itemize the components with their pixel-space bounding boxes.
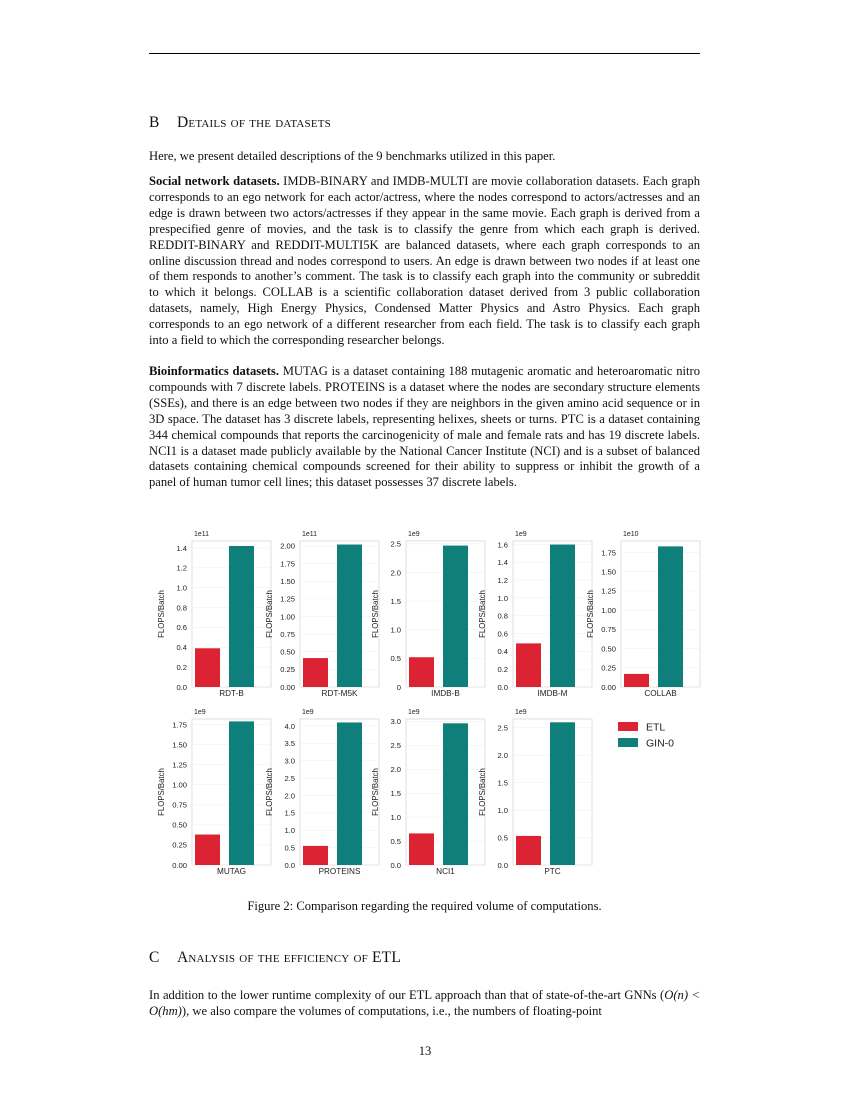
y-tick-label: 1.2 — [497, 575, 508, 585]
bar-gin-0 — [337, 722, 362, 865]
chart-imdb-b — [371, 531, 485, 698]
y-tick-label: 0.4 — [176, 643, 187, 653]
y-tick-label: 1.5 — [390, 596, 401, 606]
y-tick-label: 1.0 — [390, 812, 401, 822]
chart-rdt-b — [157, 531, 271, 698]
y-tick-label: 1.75 — [601, 548, 616, 558]
scale-label: 1e9 — [302, 709, 314, 716]
section-b-title: Details of the datasets — [177, 114, 331, 131]
y-tick-label: 2.0 — [390, 765, 401, 775]
bar-etl — [516, 836, 541, 865]
bar-gin-0 — [229, 721, 254, 865]
y-tick-label: 0.75 — [601, 625, 616, 635]
chart-proteins — [265, 709, 379, 876]
y-tick-label: 1.5 — [497, 778, 508, 788]
chart-ptc — [478, 709, 592, 876]
y-tick-label: 1.0 — [390, 625, 401, 635]
y-tick-label: 0.75 — [172, 800, 187, 810]
scale-label: 1e9 — [515, 531, 527, 538]
bio-text: MUTAG is a dataset containing 188 mutagenic aromatic and heteroaromatic nitro compounds with 7 discrete labels. PROTEINS is a dataset where the nodes are secondary structure elements (SSEs), and there is an edge between two nodes if they are neighbors in the given amino acid sequence or in 3D space. The dataset has 3 discrete labels, representing helixes, sheets or turns. PTC is a dataset containing 344 chemical compounds that reports the carcinogenicity of male and female rats and has 19 discrete labels. NCI1 is a dataset made publicly available by the National Cancer Institute (NCI) and is a subset of balanced datasets containing chemical compounds screened for their ability to suppress or inhibit the growth of a panel of human tumor cell lines; this dataset possesses 37 discrete labels. — [149, 364, 700, 490]
y-tick-label: 1.0 — [497, 805, 508, 815]
y-tick-label: 0.00 — [280, 682, 295, 692]
chart-collab — [586, 531, 700, 698]
social-text: IMDB-BINARY and IMDB-MULTI are movie collaboration datasets. Each graph corresponds to an ego network for each actor/actress, where the nodes correspond to actors/actresses and an edge is drawn between two actors/actresses if they appear in the same movie. Each graph is derived from a prespecified genre of movies, and the task is to classify the genre from which each graph is derived. REDDIT-BINARY and REDDIT-MULTI5K are balanced datasets, where each graph corresponds to an online discussion thread and nodes correspond to users. An edge is drawn between two nodes if at least one of them responds to another’s comment. The task is to classify each graph into the community or subreddit to which it belongs. COLLAB is a scientific collaboration dataset derived from 3 public collaboration datasets, namely, High Energy Physics, Condensed Matter Physics and Astro Physics. Each graph corresponds to an ego network of a different researcher from each field. The task is to classify each graph into a field to which the corresponding researcher belongs. — [149, 174, 700, 348]
y-tick-label: 1.25 — [172, 760, 187, 770]
y-tick-label: 0.0 — [390, 860, 401, 870]
y-tick-label: 0.5 — [284, 843, 295, 853]
x-tick-label: IMDB-B — [431, 689, 460, 698]
bio-heading: Bioinformatics datasets. — [149, 364, 279, 378]
social-heading: Social network datasets. — [149, 174, 280, 188]
bar-gin-0 — [229, 546, 254, 687]
x-tick-label: PTC — [544, 867, 561, 876]
bar-gin-0 — [443, 723, 468, 865]
x-tick-label: NCI1 — [436, 867, 455, 876]
x-tick-label: MUTAG — [217, 867, 246, 876]
closing-paragraph — [149, 988, 700, 1020]
bar-gin-0 — [443, 546, 468, 687]
intro-paragraph: Here, we present detailed descriptions of the 9 benchmarks utilized in this paper. — [149, 149, 556, 163]
social-paragraph — [149, 174, 700, 349]
y-tick-label: 0.8 — [497, 611, 508, 621]
x-tick-label: RDT-M5K — [321, 689, 358, 698]
y-tick-label: 2.00 — [280, 541, 295, 551]
y-tick-label: 2.5 — [390, 539, 401, 549]
legend-label: GIN-0 — [646, 737, 675, 750]
legend-label: ETL — [646, 721, 666, 734]
y-tick-label: 0.0 — [176, 682, 187, 692]
y-tick-label: 3.0 — [390, 717, 401, 727]
bar-etl — [195, 648, 220, 687]
y-tick-label: 1.50 — [280, 577, 295, 587]
bar-gin-0 — [658, 546, 683, 687]
y-tick-label: 2.0 — [497, 751, 508, 761]
bar-etl — [303, 658, 328, 687]
y-tick-label: 1.0 — [497, 593, 508, 603]
flops-figure — [150, 522, 710, 887]
y-axis-label: FLOPS/Batch — [371, 768, 380, 816]
y-axis-label: FLOPS/Batch — [157, 590, 166, 638]
y-tick-label: 1.6 — [497, 540, 508, 550]
bar-etl — [516, 643, 541, 687]
section-c-heading — [149, 949, 401, 967]
y-tick-label: 1.75 — [280, 559, 295, 569]
y-tick-label: 0 — [396, 682, 401, 692]
y-tick-label: 1.00 — [601, 605, 616, 615]
y-tick-label: 2.0 — [390, 568, 401, 578]
y-tick-label: 2.5 — [390, 741, 401, 751]
scale-label: 1e9 — [515, 709, 527, 716]
closing-math: O(n) < O(hm) — [149, 988, 700, 1018]
y-tick-label: 0.2 — [497, 664, 508, 674]
x-tick-label: COLLAB — [644, 689, 677, 698]
y-tick-label: 1.75 — [172, 720, 187, 730]
y-axis-label: FLOPS/Batch — [478, 590, 487, 638]
y-tick-label: 1.0 — [284, 826, 295, 836]
y-tick-label: 0.25 — [280, 665, 295, 675]
y-tick-label: 1.4 — [176, 543, 187, 553]
section-c-title: Analysis of the efficiency of — [177, 949, 372, 966]
y-tick-label: 0.0 — [284, 860, 295, 870]
y-tick-label: 0.8 — [176, 603, 187, 613]
y-tick-label: 0.0 — [497, 860, 508, 870]
x-tick-label: IMDB-M — [537, 689, 568, 698]
y-tick-label: 3.5 — [284, 739, 295, 749]
y-axis-label: FLOPS/Batch — [265, 590, 274, 638]
scale-label: 1e9 — [408, 531, 420, 538]
bar-gin-0 — [550, 722, 575, 865]
y-tick-label: 4.0 — [284, 721, 295, 731]
y-tick-label: 0.00 — [172, 860, 187, 870]
chart-rdt-m5k — [265, 531, 379, 698]
bar-etl — [409, 657, 434, 687]
section-b-number: B — [149, 114, 160, 131]
y-tick-label: 1.50 — [601, 567, 616, 577]
scale-label: 1e9 — [194, 709, 206, 716]
y-tick-label: 0.6 — [176, 623, 187, 633]
y-axis-label: FLOPS/Batch — [478, 768, 487, 816]
y-tick-label: 1.50 — [172, 740, 187, 750]
y-tick-label: 3.0 — [284, 756, 295, 766]
y-tick-label: 1.5 — [390, 788, 401, 798]
closing-text-2: ), we also compare the volumes of computations, i.e., the numbers of floating-point — [181, 1003, 602, 1018]
legend-swatch — [618, 738, 638, 747]
y-tick-label: 0.5 — [390, 836, 401, 846]
y-tick-label: 0.5 — [390, 654, 401, 664]
y-tick-label: 0.2 — [176, 662, 187, 672]
y-tick-label: 1.25 — [601, 586, 616, 596]
chart-mutag — [157, 709, 271, 876]
y-tick-label: 2.5 — [284, 773, 295, 783]
x-tick-label: RDT-B — [219, 689, 244, 698]
bar-gin-0 — [550, 545, 575, 687]
y-axis-label: FLOPS/Batch — [586, 590, 595, 638]
y-tick-label: 1.0 — [176, 583, 187, 593]
y-tick-label: 1.00 — [280, 612, 295, 622]
y-tick-label: 1.5 — [284, 808, 295, 818]
section-b-heading — [149, 114, 331, 132]
y-axis-label: FLOPS/Batch — [265, 768, 274, 816]
scale-label: 1e10 — [623, 531, 639, 538]
section-c-acronym: ETL — [371, 949, 401, 966]
y-tick-label: 1.25 — [280, 594, 295, 604]
scale-label: 1e11 — [302, 531, 318, 538]
y-tick-label: 0.5 — [497, 833, 508, 843]
figure-caption: Figure 2: Comparison regarding the required volume of computations. — [247, 899, 602, 913]
section-c-number: C — [149, 949, 160, 966]
legend-swatch — [618, 722, 638, 731]
y-tick-label: 0.75 — [280, 629, 295, 639]
y-tick-label: 2.0 — [284, 791, 295, 801]
y-tick-label: 1.2 — [176, 563, 187, 573]
y-tick-label: 0.50 — [172, 820, 187, 830]
chart-nci1 — [371, 709, 485, 876]
y-tick-label: 0.50 — [601, 644, 616, 654]
scale-label: 1e9 — [408, 709, 420, 716]
scale-label: 1e11 — [194, 531, 210, 538]
page-number: 13 — [418, 1044, 432, 1058]
y-axis-label: FLOPS/Batch — [157, 768, 166, 816]
y-axis-label: FLOPS/Batch — [371, 590, 380, 638]
y-tick-label: 0.00 — [601, 682, 616, 692]
y-tick-label: 1.00 — [172, 780, 187, 790]
bar-gin-0 — [337, 545, 362, 687]
bar-etl — [303, 846, 328, 865]
bar-etl — [624, 674, 649, 687]
bar-etl — [409, 833, 434, 865]
bio-paragraph — [149, 364, 700, 491]
header-rule — [149, 53, 700, 54]
y-tick-label: 0.25 — [601, 663, 616, 673]
y-tick-label: 0.50 — [280, 647, 295, 657]
x-tick-label: PROTEINS — [318, 867, 361, 876]
legend — [618, 722, 674, 750]
y-tick-label: 2.5 — [497, 723, 508, 733]
y-tick-label: 0.6 — [497, 629, 508, 639]
y-tick-label: 0.0 — [497, 682, 508, 692]
closing-text-1: In addition to the lower runtime complexity of our ETL approach than that of state-of-the-art GNNs ( — [149, 988, 665, 1002]
y-tick-label: 0.4 — [497, 647, 508, 657]
bar-etl — [195, 835, 220, 865]
y-tick-label: 1.4 — [497, 558, 508, 568]
chart-imdb-m — [478, 531, 592, 698]
y-tick-label: 0.25 — [172, 840, 187, 850]
